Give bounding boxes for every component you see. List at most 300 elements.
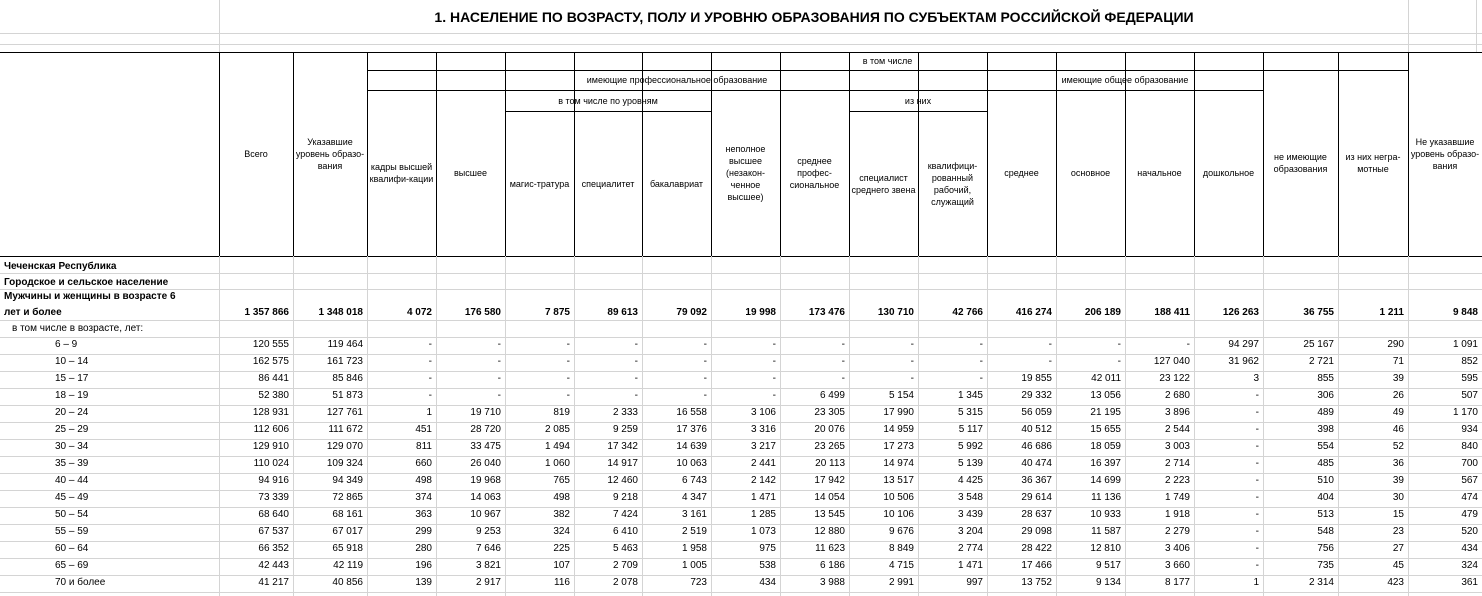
- row-label: 60 – 64: [55, 543, 89, 554]
- table-cell: 13 545: [814, 509, 845, 520]
- table-cell: 9 253: [475, 526, 501, 537]
- table-cell: 28 637: [1021, 509, 1052, 520]
- table-cell: 4 715: [888, 560, 914, 571]
- grid-col-line: [293, 256, 294, 596]
- table-cell: -: [566, 339, 570, 350]
- table-cell: 20 113: [815, 458, 845, 469]
- table-cell: 19 968: [470, 475, 501, 486]
- table-cell: 1 749: [1164, 492, 1190, 503]
- column-header: дошкольное: [1202, 168, 1255, 178]
- table-cell: 324: [553, 526, 570, 537]
- grid-row-line: [0, 575, 1482, 576]
- table-cell: 17 273: [883, 441, 914, 452]
- table-cell: 14 959: [883, 424, 914, 435]
- table-cell: 23: [1392, 526, 1404, 537]
- grid-col-line: [987, 256, 988, 596]
- total-value: 79 092: [676, 307, 707, 318]
- table-cell: 2 142: [750, 475, 776, 486]
- total-value: 42 766: [952, 307, 983, 318]
- table-cell: 398: [1317, 424, 1334, 435]
- table-cell: 1 285: [750, 509, 776, 520]
- table-cell: 19 710: [470, 407, 501, 418]
- column-header: начальное: [1137, 168, 1182, 178]
- table-cell: 1: [426, 407, 432, 418]
- table-cell: 16 558: [676, 407, 707, 418]
- table-cell: 852: [1461, 356, 1478, 367]
- table-cell: -: [910, 356, 914, 367]
- table-cell: 1 170: [1452, 407, 1478, 418]
- header-bottom-border: [0, 256, 1482, 257]
- table-cell: 1 060: [544, 458, 570, 469]
- table-cell: 14 917: [607, 458, 638, 469]
- table-cell: -: [428, 390, 432, 401]
- table-cell: 9 259: [612, 424, 638, 435]
- table-cell: -: [841, 373, 845, 384]
- table-cell: 12 460: [607, 475, 638, 486]
- table-cell: 161 723: [326, 356, 363, 367]
- grid-row-line: [0, 273, 1482, 274]
- table-cell: 68 640: [258, 509, 289, 520]
- table-cell: 13 056: [1090, 390, 1121, 401]
- table-cell: 510: [1317, 475, 1334, 486]
- table-cell: 39: [1392, 475, 1404, 486]
- table-cell: 1 091: [1452, 339, 1478, 350]
- group-header-iz-nih: из них: [904, 95, 932, 106]
- column-header: высшее: [454, 168, 487, 178]
- table-cell: 2 441: [750, 458, 776, 469]
- table-cell: 324: [1461, 560, 1478, 571]
- table-cell: 1 005: [681, 560, 707, 571]
- column-header: основное: [1070, 168, 1111, 178]
- table-cell: 26: [1392, 390, 1404, 401]
- table-cell: 5 992: [957, 441, 983, 452]
- table-cell: 40 512: [1021, 424, 1052, 435]
- table-cell: 489: [1317, 407, 1334, 418]
- grid-row-line: [0, 33, 1482, 34]
- total-value: 176 580: [464, 307, 501, 318]
- table-cell: 10 506: [883, 492, 914, 503]
- table-cell: 3 548: [957, 492, 983, 503]
- table-cell: 25 167: [1303, 339, 1334, 350]
- table-cell: 23 305: [814, 407, 845, 418]
- table-cell: 73 339: [258, 492, 289, 503]
- table-cell: 29 098: [1021, 526, 1052, 537]
- grid-row-line: [0, 337, 1482, 338]
- group-header-obsh: имеющие общее образование: [1061, 75, 1189, 85]
- grid-col-line: [711, 256, 712, 596]
- table-cell: -: [634, 356, 638, 367]
- table-cell: 2 279: [1164, 526, 1190, 537]
- row-label: 35 – 39: [55, 458, 89, 469]
- grid-col-line: [367, 256, 368, 596]
- table-cell: -: [428, 373, 432, 384]
- table-cell: 3 896: [1164, 407, 1190, 418]
- table-cell: 36 367: [1021, 475, 1052, 486]
- table-cell: 56 059: [1021, 407, 1052, 418]
- grid-row-line: [0, 456, 1482, 457]
- table-cell: 68 161: [332, 509, 363, 520]
- table-cell: 498: [415, 475, 432, 486]
- table-cell: 361: [1461, 577, 1478, 588]
- table-cell: 735: [1317, 560, 1334, 571]
- row-label: 50 – 54: [55, 509, 89, 520]
- table-cell: 52 380: [258, 390, 289, 401]
- row-label: 55 – 59: [55, 526, 89, 537]
- table-cell: 2 085: [544, 424, 570, 435]
- table-cell: 72 865: [332, 492, 363, 503]
- table-cell: 507: [1461, 390, 1478, 401]
- table-cell: 855: [1317, 373, 1334, 384]
- grid-col-line: [780, 256, 781, 596]
- table-cell: 28 422: [1021, 543, 1052, 554]
- label-region: Чеченская Республика: [4, 261, 117, 272]
- table-cell: 5 154: [888, 390, 914, 401]
- table-cell: -: [772, 339, 776, 350]
- table-cell: 42 443: [258, 560, 289, 571]
- table-cell: -: [1255, 492, 1259, 503]
- table-cell: 14 699: [1090, 475, 1121, 486]
- column-header: Указавшие уровень образо-вания: [295, 137, 365, 171]
- table-cell: 554: [1317, 441, 1334, 452]
- table-cell: 3 106: [750, 407, 776, 418]
- table-cell: 2 709: [612, 560, 638, 571]
- table-cell: -: [1186, 339, 1190, 350]
- table-cell: 3 161: [681, 509, 707, 520]
- table-cell: 434: [759, 577, 776, 588]
- table-cell: 479: [1461, 509, 1478, 520]
- table-cell: 11 623: [815, 543, 845, 554]
- table-cell: 4 425: [957, 475, 983, 486]
- table-cell: 120 555: [252, 339, 289, 350]
- grid-row-line: [0, 592, 1482, 593]
- table-cell: -: [497, 356, 501, 367]
- table-cell: -: [979, 373, 983, 384]
- grid-row-line: [0, 524, 1482, 525]
- grid-row-line: [0, 507, 1482, 508]
- table-cell: 14 974: [883, 458, 914, 469]
- table-cell: 119 464: [327, 339, 363, 350]
- table-cell: -: [1255, 509, 1259, 520]
- total-value: 1 357 866: [244, 307, 289, 318]
- table-cell: 162 575: [252, 356, 289, 367]
- table-cell: 2 223: [1164, 475, 1190, 486]
- table-cell: 3 406: [1164, 543, 1190, 554]
- grid-col-line: [219, 0, 220, 52]
- table-cell: 10 106: [883, 509, 914, 520]
- table-cell: -: [497, 373, 501, 384]
- grid-row-line: [0, 558, 1482, 559]
- grid-col-line: [574, 256, 575, 596]
- table-cell: 110 024: [253, 458, 289, 469]
- table-cell: 21 195: [1090, 407, 1121, 418]
- table-cell: 42 119: [333, 560, 363, 571]
- table-cell: 9 134: [1095, 577, 1121, 588]
- table-cell: 1 471: [750, 492, 776, 503]
- table-cell: 94 297: [1228, 339, 1259, 350]
- table-cell: 3 439: [957, 509, 983, 520]
- table-cell: 10 933: [1090, 509, 1121, 520]
- table-cell: 66 352: [258, 543, 289, 554]
- table-cell: 29 614: [1021, 492, 1052, 503]
- table-cell: 14 054: [814, 492, 845, 503]
- total-value: 126 263: [1222, 307, 1259, 318]
- grid-row-line: [0, 320, 1482, 321]
- table-cell: 6 743: [681, 475, 707, 486]
- table-cell: -: [1048, 356, 1052, 367]
- table-cell: 1 918: [1164, 509, 1190, 520]
- table-cell: 19 855: [1021, 373, 1052, 384]
- table-cell: 6 186: [819, 560, 845, 571]
- table-cell: 128 931: [252, 407, 289, 418]
- label-age-subheader: в том числе в возрасте, лет:: [12, 323, 144, 334]
- table-cell: 225: [553, 543, 570, 554]
- table-cell: 13 752: [1021, 577, 1052, 588]
- table-cell: 765: [553, 475, 570, 486]
- table-cell: -: [1255, 424, 1259, 435]
- table-cell: 595: [1461, 373, 1478, 384]
- grid-row-line: [0, 490, 1482, 491]
- table-cell: 52: [1392, 441, 1404, 452]
- table-cell: 129 070: [326, 441, 363, 452]
- table-cell: 8 177: [1164, 577, 1190, 588]
- table-title: 1. НАСЕЛЕНИЕ ПО ВОЗРАСТУ, ПОЛУ И УРОВНЮ ОБРАЗОВАНИЯ ПО СУБЪЕКТАМ РОССИЙСКОЙ ФЕДЕРАЦИИ: [434, 9, 1194, 25]
- row-label: 15 – 17: [55, 373, 89, 384]
- table-cell: 2 680: [1164, 390, 1190, 401]
- table-cell: 2 721: [1308, 356, 1334, 367]
- table-cell: 538: [759, 560, 776, 571]
- table-cell: 112 606: [253, 424, 289, 435]
- grid-col-line: [1194, 256, 1195, 596]
- grid-col-line: [1263, 256, 1264, 596]
- table-cell: 196: [415, 560, 432, 571]
- table-cell: 934: [1461, 424, 1478, 435]
- table-cell: 382: [553, 509, 570, 520]
- table-cell: 485: [1317, 458, 1334, 469]
- table-cell: 129 910: [252, 441, 289, 452]
- table-cell: 8 849: [888, 543, 914, 554]
- table-cell: 299: [415, 526, 432, 537]
- table-cell: -: [772, 390, 776, 401]
- total-value: 19 998: [745, 307, 776, 318]
- table-cell: 42 011: [1091, 373, 1121, 384]
- table-cell: 363: [415, 509, 432, 520]
- total-value: 173 476: [808, 307, 845, 318]
- table-cell: 5 139: [957, 458, 983, 469]
- table-cell: -: [979, 339, 983, 350]
- table-cell: 997: [966, 577, 983, 588]
- grid-col-line: [1056, 256, 1057, 596]
- table-cell: 3 003: [1164, 441, 1190, 452]
- table-cell: 423: [1387, 577, 1404, 588]
- table-cell: -: [566, 390, 570, 401]
- table-cell: -: [634, 390, 638, 401]
- table-cell: -: [703, 373, 707, 384]
- row-label: 25 – 29: [55, 424, 89, 435]
- table-cell: -: [1255, 560, 1259, 571]
- table-cell: 3 988: [819, 577, 845, 588]
- table-cell: -: [1255, 390, 1259, 401]
- table-cell: 975: [759, 543, 776, 554]
- table-cell: -: [497, 390, 501, 401]
- total-value: 130 710: [877, 307, 914, 318]
- table-cell: 11 136: [1091, 492, 1121, 503]
- column-header: среднее: [1004, 168, 1039, 178]
- table-cell: -: [1255, 407, 1259, 418]
- table-cell: 2 714: [1164, 458, 1190, 469]
- table-cell: 9 218: [612, 492, 638, 503]
- table-cell: -: [979, 356, 983, 367]
- table-cell: 15 655: [1090, 424, 1121, 435]
- grid-col-line: [1338, 256, 1339, 596]
- table-cell: 15: [1392, 509, 1404, 520]
- table-cell: 45: [1392, 560, 1404, 571]
- table-cell: 451: [415, 424, 432, 435]
- total-value: 7 875: [544, 307, 570, 318]
- table-cell: 31 962: [1228, 356, 1259, 367]
- table-cell: -: [772, 373, 776, 384]
- table-cell: -: [1255, 475, 1259, 486]
- column-header: бакалавриат: [649, 178, 704, 189]
- table-cell: 23 265: [814, 441, 845, 452]
- table-cell: 7 424: [612, 509, 638, 520]
- column-header: Не указавшие уровень образо-вания: [1410, 137, 1480, 171]
- table-cell: 513: [1317, 509, 1334, 520]
- table-cell: 434: [1461, 543, 1478, 554]
- table-cell: 12 810: [1090, 543, 1121, 554]
- column-header: магис-тратура: [509, 178, 570, 189]
- group-header-v-tom-chisle: в том числе: [862, 56, 913, 66]
- table-cell: 94 349: [332, 475, 363, 486]
- row-label: 65 – 69: [55, 560, 89, 571]
- row-label: 70 и более: [55, 577, 106, 588]
- table-cell: -: [1117, 356, 1121, 367]
- group-header-prof: имеющие профессиональное образование: [586, 75, 768, 85]
- table-cell: 17 376: [676, 424, 707, 435]
- table-cell: 9 676: [888, 526, 914, 537]
- grid-row-line: [0, 388, 1482, 389]
- table-cell: 17 990: [883, 407, 914, 418]
- table-cell: 41 217: [258, 577, 289, 588]
- grid-col-line: [918, 256, 919, 596]
- table-cell: -: [703, 356, 707, 367]
- table-cell: 33 475: [470, 441, 501, 452]
- total-value: 36 755: [1303, 307, 1334, 318]
- table-cell: 49: [1392, 407, 1404, 418]
- grid-row-line: [0, 405, 1482, 406]
- table-cell: -: [566, 373, 570, 384]
- grid-col-line: [1125, 256, 1126, 596]
- column-header: Всего: [244, 149, 268, 159]
- table-cell: 1 958: [681, 543, 707, 554]
- table-cell: 404: [1317, 492, 1334, 503]
- grid-row-line: [0, 371, 1482, 372]
- table-cell: 10 063: [676, 458, 707, 469]
- table-cell: 3 660: [1164, 560, 1190, 571]
- table-cell: 474: [1461, 492, 1478, 503]
- table-cell: 12 880: [814, 526, 845, 537]
- table-cell: 3 204: [957, 526, 983, 537]
- table-cell: 27: [1392, 543, 1404, 554]
- column-header: специалист среднего звена: [851, 172, 916, 195]
- column-header: квалифици-рованный рабочий, служащий: [927, 160, 978, 207]
- table-cell: 548: [1317, 526, 1334, 537]
- table-cell: 107: [553, 560, 570, 571]
- table-cell: 306: [1317, 390, 1334, 401]
- table-cell: 127 040: [1153, 356, 1190, 367]
- table-cell: 30: [1392, 492, 1404, 503]
- table-cell: 2 078: [612, 577, 638, 588]
- table-cell: 1: [1253, 577, 1259, 588]
- table-cell: 2 774: [957, 543, 983, 554]
- table-cell: 9 517: [1095, 560, 1121, 571]
- grid-col-line: [1476, 0, 1477, 52]
- table-cell: 6 499: [819, 390, 845, 401]
- table-cell: 86 441: [258, 373, 289, 384]
- table-cell: 1 345: [957, 390, 983, 401]
- table-cell: 567: [1461, 475, 1478, 486]
- table-cell: 40 474: [1021, 458, 1052, 469]
- table-cell: 139: [415, 577, 432, 588]
- table-cell: 39: [1392, 373, 1404, 384]
- table-cell: 290: [1387, 339, 1404, 350]
- column-header: не имеющие образования: [1273, 152, 1328, 174]
- grid-col-line: [642, 256, 643, 596]
- label-population: Городское и сельское население: [4, 277, 169, 288]
- column-header: из них негра-мотные: [1345, 152, 1401, 174]
- group-header-po-urovnyam: в том числе по уровням: [558, 95, 658, 106]
- table-cell: 2 917: [475, 577, 501, 588]
- table-cell: 28 720: [470, 424, 501, 435]
- table-cell: -: [1255, 458, 1259, 469]
- table-cell: 811: [416, 441, 432, 452]
- table-cell: 374: [415, 492, 432, 503]
- table-cell: 46: [1392, 424, 1404, 435]
- total-value: 4 072: [406, 307, 432, 318]
- total-value: 89 613: [607, 307, 638, 318]
- total-value: 416 274: [1015, 307, 1052, 318]
- row-label: 18 – 19: [55, 390, 89, 401]
- table-cell: -: [1255, 543, 1259, 554]
- grid-row-line: [0, 44, 1482, 45]
- grid-col-line: [436, 256, 437, 596]
- table-cell: 127 761: [326, 407, 363, 418]
- table-cell: 14 063: [470, 492, 501, 503]
- column-header: среднее профес-сиональное: [789, 156, 840, 190]
- grid-row-line: [0, 439, 1482, 440]
- table-cell: -: [1255, 441, 1259, 452]
- table-cell: 2 544: [1164, 424, 1190, 435]
- table-cell: 700: [1461, 458, 1478, 469]
- table-cell: 36: [1392, 458, 1404, 469]
- table-cell: 1 073: [750, 526, 776, 537]
- table-cell: -: [634, 373, 638, 384]
- row-label: 10 – 14: [55, 356, 89, 367]
- grid-col-line: [849, 256, 850, 596]
- table-cell: -: [497, 339, 501, 350]
- table-cell: 46 686: [1021, 441, 1052, 452]
- table-cell: 3 217: [750, 441, 776, 452]
- table-cell: 26 040: [470, 458, 501, 469]
- total-value: 1 211: [1379, 307, 1404, 318]
- grid-row-line: [0, 289, 1482, 290]
- table-cell: 111 672: [328, 424, 363, 435]
- column-header: неполное высшее (незакон-ченное высшее): [725, 144, 766, 202]
- table-cell: 5 117: [958, 424, 983, 435]
- column-header: специалитет: [581, 178, 635, 189]
- grid-row-line: [0, 354, 1482, 355]
- table-cell: 71: [1392, 356, 1404, 367]
- table-cell: 10 967: [470, 509, 501, 520]
